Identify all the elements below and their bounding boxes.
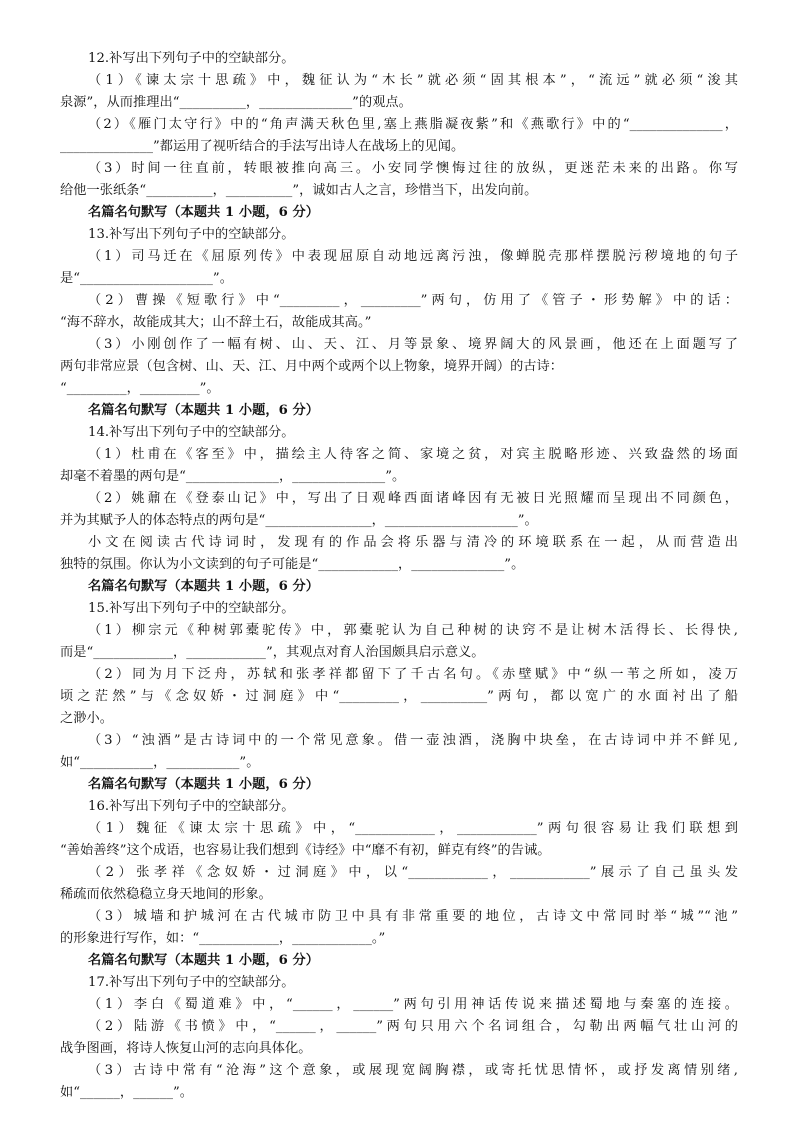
- text-line: （1）杜甫在《客至》中，描绘主人待客之简、家境之贫，对宾主脱略形迹、兴致盎然的场面: [88, 447, 738, 462]
- text-line: 稀疏而依然稳稳立身天地间的形象。: [60, 887, 272, 902]
- text-line: 泉源”，从而推理出“__________，______________”的观点。: [60, 95, 412, 110]
- text-line: ______________”都运用了视听结合的手法写出诗人在战场上的见闻。: [60, 139, 465, 154]
- text-line: 小文在阅读古代诗词时，发现有的作品会将乐器与清冷的环境联系在一起，从而营造出: [88, 535, 738, 550]
- text-line: 如“______，______”。: [60, 1085, 194, 1100]
- text-line: 15.补写出下列句子中的空缺部分。: [88, 601, 295, 616]
- text-line: （3）古诗中常有“沧海”这个意象，或展现宽阔胸襟，或寄托忧思情怀，或抒发离情别绪,: [88, 1063, 738, 1078]
- text-line: （2）姚鼐在《登泰山记》中，写出了日观峰西面诸峰因有无被日光照耀而呈现出不同颜色，: [88, 491, 738, 506]
- text-line: 而是“____________，____________”，其观点对育人治国颇具启示意义。: [60, 645, 485, 660]
- text-line: “_________，_________”。: [60, 381, 220, 396]
- text-line: 是“____________________”。: [60, 271, 233, 286]
- text-line: “善始善终”这个成语，也容易让我们想到《诗经》中“靡不有初，鲜克有终”的告诫。: [60, 843, 551, 858]
- text-line: （2）同为月下泛舟，苏轼和张孝祥都留下了千古名句。《赤壁赋》中“纵一苇之所如，凌万: [88, 667, 738, 682]
- text-line: 并为其赋予人的体态特点的两句是“________________，____________________”。: [60, 513, 538, 528]
- section-heading: 名篇名句默写（本题共 1 小题，6 分）: [88, 205, 319, 220]
- text-line: （3）“浊酒”是古诗词中的一个常见意象。借一壶浊酒，浇胸中块垒，在古诗词中并不鲜见,: [88, 733, 738, 748]
- text-line: 两句非常应景（包含树、山、天、江、月中两个或两个以上物象，境界开阔）的古诗：: [60, 359, 564, 374]
- section-heading: 名篇名句默写（本题共 1 小题，6 分）: [88, 953, 319, 968]
- text-line: （3）时间一往直前，转眼被推向高三。小安同学懊悔过往的放纵，更迷茫未来的出路。你写: [88, 161, 738, 176]
- text-line: （3）小刚创作了一幅有树、山、天、江、月等景象、境界阔大的风景画，他还在上面题写了: [88, 337, 738, 352]
- text-line: 战争图画，将诗人恢复山河的志向具体化。: [60, 1041, 312, 1056]
- text-line: （2）曹操《短歌行》中“_________，_________”两句，仿用了《管子・形势解》中的话：: [88, 293, 738, 308]
- text-line: （1）司马迁在《屈原列传》中表现屈原自动地远离污浊，像蝉脱壳那样摆脱污秽境地的句子: [88, 249, 738, 264]
- text-line: （2）《雁门太守行》中的“角声满天秋色里,塞上燕脂凝夜紫”和《燕歌行》中的“______________，: [88, 117, 738, 132]
- text-line: 16.补写出下列句子中的空缺部分。: [88, 799, 295, 814]
- text-line: 给他一张纸条“__________，__________”，诚如古人之言，珍惜当下，出发向前。: [60, 183, 538, 198]
- text-line: 独特的氛围。你认为小文读到的句子可能是“____________，______________”。: [60, 557, 525, 572]
- text-line: （1）李白《蜀道难》中，“______，______”两句引用神话传说来描述蜀地与秦塞的连接。: [88, 997, 738, 1012]
- section-heading: 名篇名句默写（本题共 1 小题，6 分）: [88, 777, 319, 792]
- text-line: 17.补写出下列句子中的空缺部分。: [88, 975, 295, 990]
- text-line: （3）城墙和护城河在古代城市防卫中具有非常重要的地位，古诗文中常同时举“城”“池”: [88, 909, 738, 924]
- text-line: 的形象进行写作，如：“____________，____________。”: [60, 931, 386, 946]
- text-line: 14.补写出下列句子中的空缺部分。: [88, 425, 295, 440]
- text-line: 之渺小。: [60, 711, 113, 726]
- text-line: （2）陆游《书愤》中，“______，______”两句只用六个名词组合，勾勒出两幅气壮山河的: [88, 1019, 738, 1034]
- text-line: “海不辞水，故能成其大；山不辞土石，故能成其高。”: [60, 315, 372, 330]
- text-line: （2）张孝祥《念奴娇・过洞庭》中，以“____________，____________”展示了自己虽头发: [88, 865, 738, 880]
- text-line: 如“___________，___________”。: [60, 755, 260, 770]
- section-heading: 名篇名句默写（本题共 1 小题，6 分）: [88, 403, 319, 418]
- text-line: 顷之茫然”与《念奴娇・过洞庭》中“_________，__________”两句，都以宽广的水面衬出了船: [60, 689, 738, 704]
- text-line: 13.补写出下列句子中的空缺部分。: [88, 227, 295, 242]
- section-heading: 名篇名句默写（本题共 1 小题，6 分）: [88, 579, 319, 594]
- text-line: （1）柳宗元《种树郭橐驼传》中，郭橐驼认为自己种树的诀窍不是让树木活得长、长得快,: [88, 623, 738, 638]
- text-line: 却毫不着墨的两句是“______________，______________”。: [60, 469, 406, 484]
- text-line: （1）魏征《谏太宗十思疏》中，“____________，____________”两句很容易让我们联想到: [88, 821, 738, 836]
- text-line: 12.补写出下列句子中的空缺部分。: [88, 51, 295, 66]
- text-line: （1）《谏太宗十思疏》中，魏征认为“木长”就必须“固其根本”，“流远”就必须“浚其: [88, 73, 738, 88]
